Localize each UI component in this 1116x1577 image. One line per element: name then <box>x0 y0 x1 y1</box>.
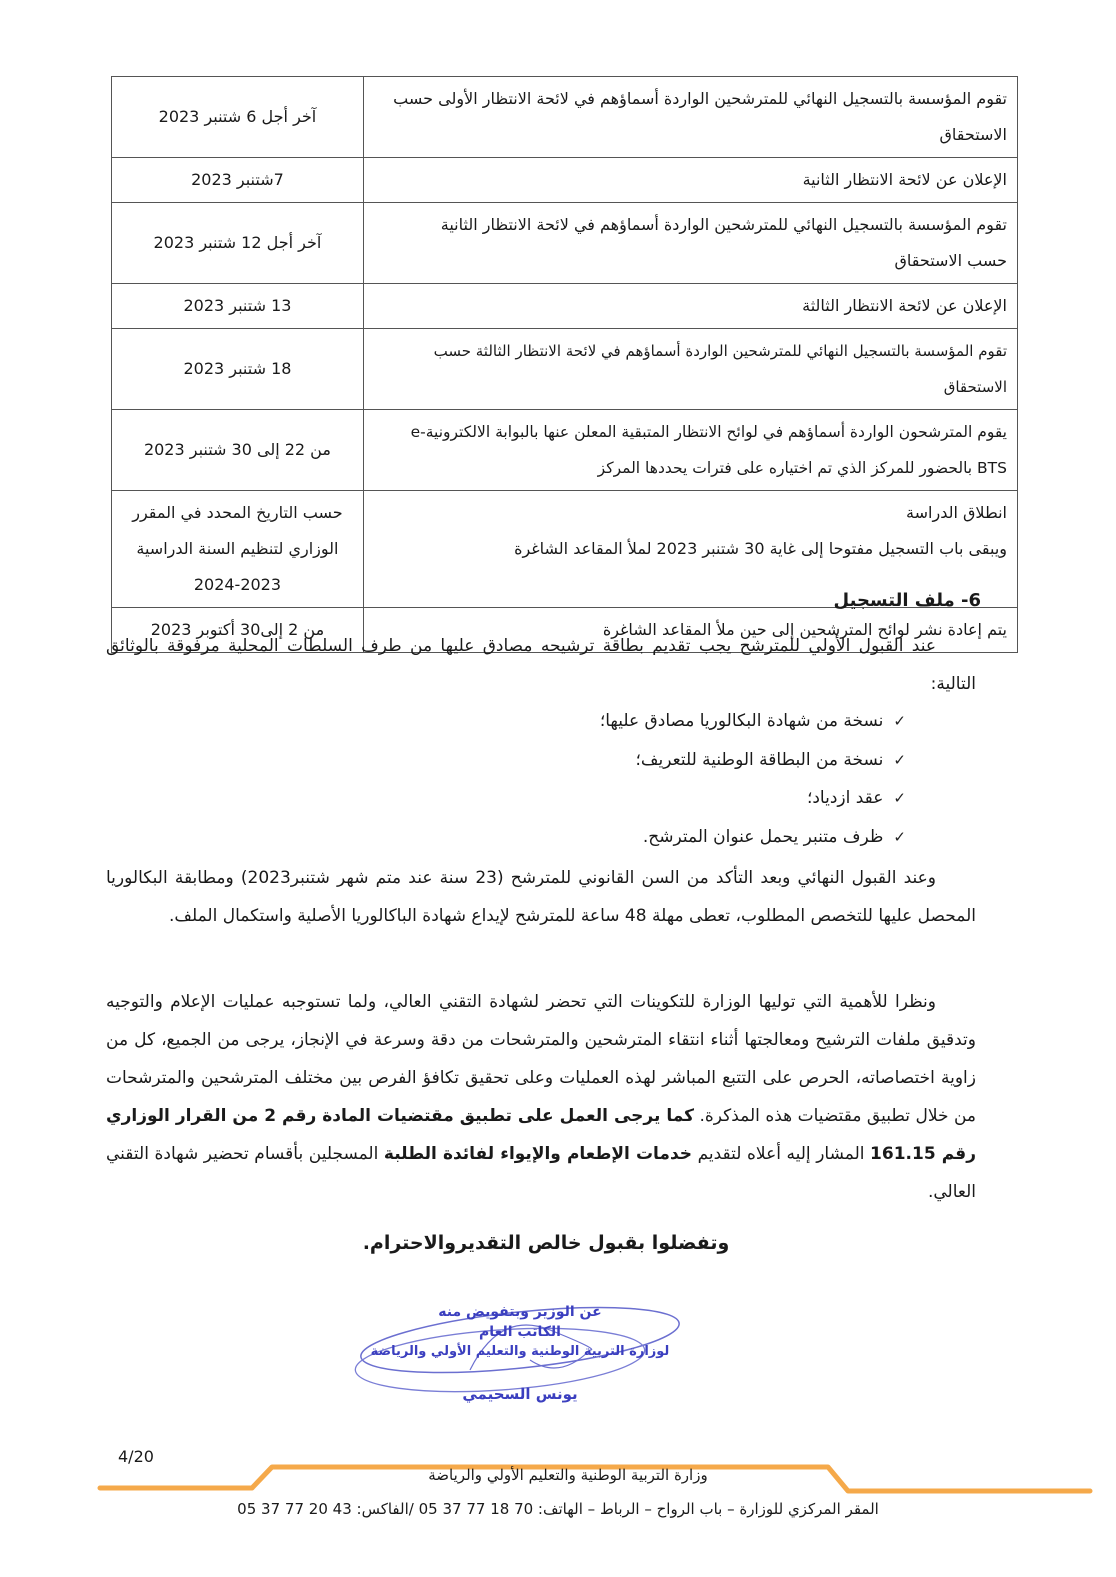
document-item: نسخة من شهادة البكالوريا مصادق عليها؛ <box>599 711 884 731</box>
step-text: الإعلان عن لائحة الانتظار الثالثة <box>802 296 1007 315</box>
check-icon: ✓ <box>893 789 906 807</box>
date-text: الوزاري لتنظيم السنة الدراسية <box>136 539 339 558</box>
step-cell <box>363 284 1017 329</box>
check-icon: ✓ <box>893 712 906 730</box>
table-row <box>112 203 1018 284</box>
official-stamp <box>350 1290 690 1420</box>
importance-end-text: المسجلين بأقسام تحضير شهادة التقني العالي. <box>106 1144 976 1202</box>
final-acceptance-paragraph: وعند القبول النهائي وبعد التأكد من السن القانوني للمترشح (23 سنة عند متم شهر شتنبر2023) ومطابقة البكالوريا المحصل عليها للتخصص المطلوب، تعطى مهلة 48 ساعة للمترشح لإيداع شهادة الباكالوريا الأصلية واستكمال الملف. <box>106 868 976 926</box>
date-cell <box>112 77 364 158</box>
date-text: 13 شتنبر 2023 <box>183 296 292 315</box>
importance-tail-text: المشار إليه أعلاه لتقديم <box>697 1144 865 1164</box>
date-text: حسب التاريخ المحدد في المقرر <box>132 503 343 522</box>
step-text: يقوم المترشحون الواردة أسماؤهم في لوائح الانتظار المتبقية المعلن عنها بالبوابة الالكترونية-e <box>410 423 1007 441</box>
closing-text: وتفضلوا بقبول خالص التقديروالاحترام. <box>362 1232 730 1254</box>
importance-text: ونظرا للأهمية التي توليها الوزارة للتكوينات التي تحضر لشهادة التقني العالي، ولما تستوجبه عمليات الإعلام والتوجيه وتدقيق ملفات الترشيح ومعالجتها أثناء انتقاء المترشحين والمترشحات من دقة وسرعة في الإنجاز، يرجى من الجميع، كل من زاوية اختصاصاته، الحرص على التتبع المباشر لهذه العمليات وعلى تحقيق تكافؤ الفرص بين مختلف المترشحين والمترشحات من خلال تطبيق مقتضيات هذه المذكرة. <box>106 992 976 1126</box>
date-text: آخر أجل 6 شتنبر 2023 <box>158 107 317 126</box>
importance-bold-text: كما يرجى العمل على تطبيق مقتضيات المادة رقم 2 من القرار الوزاري رقم 161.15 <box>106 1106 976 1164</box>
stamp-line: لوزارة التربية الوطنية والتعليم الأولي والرياضة <box>370 1344 670 1359</box>
step-text: ويبقى باب التسجيل مفتوحا إلى غاية 30 شتنبر 2023 لملأ المقاعد الشاغرة <box>514 539 1007 558</box>
list-item <box>600 702 906 741</box>
table-row <box>112 329 1018 410</box>
date-text: آخر أجل 12 شتنبر 2023 <box>153 233 322 252</box>
step-text: تقوم المؤسسة بالتسجيل النهائي للمترشحين الواردة أسماؤهم في لائحة الانتظار الثانية <box>440 215 1007 234</box>
check-icon: ✓ <box>893 750 906 769</box>
date-text: 7شتنبر 2023 <box>191 170 284 189</box>
step-text: تقوم المؤسسة بالتسجيل النهائي للمترشحين الواردة أسماؤهم في لائحة الانتظار الثالثة حسب الاستحقاق <box>433 342 1007 396</box>
step-text: انطلاق الدراسة <box>906 503 1007 522</box>
closing-salutation <box>0 1232 1116 1254</box>
step-text: يتم إعادة نشر لوائح المترشحين إلى حين ملأ المقاعد الشاغرة <box>602 620 1007 639</box>
documents-checklist <box>600 702 906 856</box>
importance-bold-text-2: خدمات الإطعام والإيواء لفائدة الطلبة <box>383 1144 693 1164</box>
importance-paragraph <box>106 983 976 1211</box>
document-item: نسخة من البطاقة الوطنية للتعريف؛ <box>635 749 884 770</box>
step-cell <box>363 329 1017 410</box>
step-cell <box>363 410 1017 491</box>
step-text: حسب الاستحقاق <box>894 251 1007 270</box>
step-cell <box>363 77 1017 158</box>
document-item: عقد ازدياد؛ <box>806 788 884 808</box>
list-item <box>600 741 906 780</box>
table-row <box>112 77 1018 158</box>
stamp-line: عن الوزير وبتفويض منه <box>438 1304 602 1320</box>
date-text: 18 شتنبر 2023 <box>183 359 292 378</box>
date-text: 2024-2023 <box>193 575 282 594</box>
footer-ministry-name <box>0 1466 1116 1484</box>
date-cell <box>112 410 364 491</box>
document-item: ظرف متنبر يحمل عنوان المترشح. <box>642 826 884 847</box>
date-cell <box>112 284 364 329</box>
ministry-text: وزارة التربية الوطنية والتعليم الأولي والرياضة <box>428 1466 708 1484</box>
intro-paragraph: عند القبول الأولي للمترشح يجب تقديم بطاقة ترشيحه مصادق عليها من طرف السلطات المحلية مرفوقة بالوثائق التالية: <box>106 636 976 694</box>
signatory-name: يونس السحيمي <box>462 1385 578 1403</box>
address-text: المقر المركزي للوزارة – باب الرواح – الرباط – الهاتف: 70 18 77 37 05 /الفاكس: 43 20 77 37 05 <box>237 1500 879 1518</box>
step-text: الاستحقاق <box>939 125 1007 144</box>
date-text: من 2 إلى30 أكتوبر 2023 <box>150 620 325 639</box>
stamp-line: الكاتب العام <box>479 1324 561 1340</box>
step-text: BTS بالحضور للمركز الذي تم اختياره على فترات يحددها المركز <box>597 459 1007 477</box>
date-cell <box>112 491 364 608</box>
table-row <box>112 158 1018 203</box>
date-cell <box>112 203 364 284</box>
date-text: من 22 إلى 30 شتنبر 2023 <box>143 440 331 459</box>
list-item <box>600 818 906 857</box>
section-heading: 6- ملف التسجيل <box>833 590 981 611</box>
step-cell <box>363 158 1017 203</box>
step-text: تقوم المؤسسة بالتسجيل النهائي للمترشحين الواردة أسماؤهم في لائحة الانتظار الأولى حسب <box>393 89 1007 108</box>
list-item <box>600 779 906 818</box>
step-text: الإعلان عن لائحة الانتظار الثانية <box>802 170 1007 189</box>
table-row <box>112 284 1018 329</box>
date-cell <box>112 158 364 203</box>
footer-address <box>0 1500 1116 1518</box>
date-cell <box>112 329 364 410</box>
page-number: 4/20 <box>118 1447 154 1466</box>
step-cell <box>363 203 1017 284</box>
schedule-table <box>111 76 1018 653</box>
check-icon: ✓ <box>893 827 906 846</box>
table-row <box>112 410 1018 491</box>
